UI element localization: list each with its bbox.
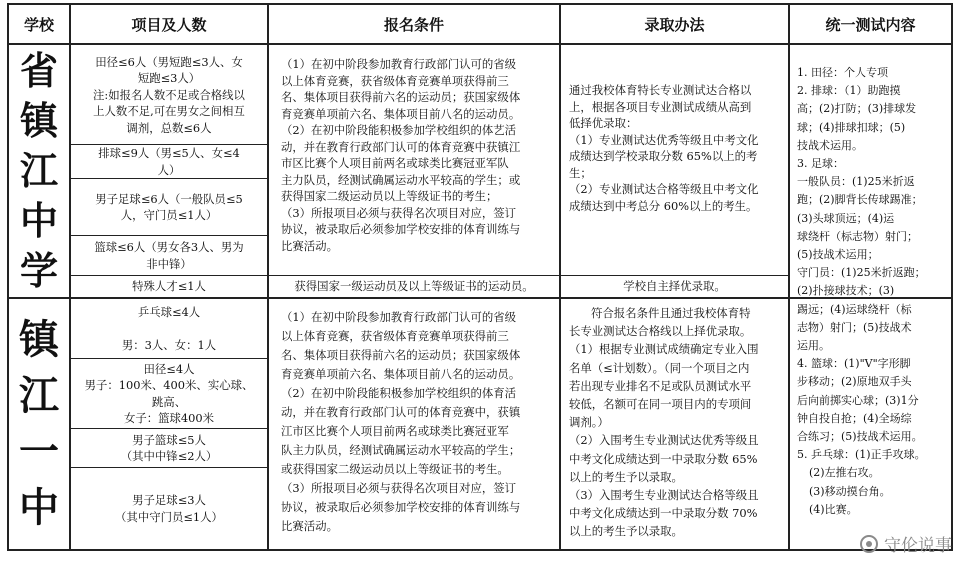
header-bottom-border <box>7 43 953 45</box>
project-line <box>167 320 171 337</box>
condition-line: 或获得国家二级运动员以上等级证书的考生。 <box>281 462 509 476</box>
condition-line: 比赛活动。 <box>281 238 338 253</box>
header-school: 学校 <box>23 15 54 34</box>
admission-school2 <box>561 302 788 548</box>
header-tests: 统一测试内容 <box>825 15 916 34</box>
condition-line: 队主力队员，经测试确属运动水平较高的学生； <box>281 443 521 457</box>
admission-line: 较低，名额可在同一项目内的专项间 <box>569 397 752 412</box>
condition-line: 以上体育竞赛，获省级体育竞赛单项获得前三 <box>281 73 509 88</box>
condition-line: 协议，被录取后必须参加学校安排的体育训练与 <box>281 222 521 236</box>
test-line: 后向前掷实心球；(3)1分 <box>797 393 919 407</box>
school-char: 学 <box>19 249 58 293</box>
admission-line: 成绩达到中考总分 60%以上的考生。 <box>569 198 758 213</box>
project-line: （其中中锋≤2人） <box>120 449 218 463</box>
admission-line: 若出现专业排名不足或队员测试水平 <box>569 378 752 393</box>
condition-line: 协议，被录取后必须参加学校安排的体育训练与 <box>281 500 521 514</box>
test-line: 1. 田径：个人专项 <box>797 66 888 79</box>
school-name-zhenjiang-provincial <box>9 45 69 297</box>
test-line: 球；(4)排球扣球；(5) <box>797 120 906 134</box>
condition-line: 主力队员，经测试确属运动水平较高的学生；或 <box>281 172 521 187</box>
admission-line: （1）专业测试达优秀等级且中考文化 <box>569 132 759 147</box>
condition-line: （2）在初中阶段能积极参加学校组织的体育活 <box>281 386 517 400</box>
project-line: 非中锋） <box>146 256 192 271</box>
school-char: 江 <box>19 149 58 193</box>
condition-line: 育竞赛单项前六名、集体项目前八名的运动员。 <box>281 106 521 121</box>
wechat-icon <box>860 535 878 553</box>
school-char: 中 <box>19 485 59 531</box>
project-line: 田径≤6人（男短跑≤3人、女 <box>95 54 243 69</box>
project-line: 男子：100米、400米、实心球、 <box>84 378 254 392</box>
project-football <box>71 179 267 235</box>
condition-line: 名、集体项目获得前六名的运动员；获国家级体 <box>281 90 521 104</box>
project-athletics-2 <box>71 359 267 428</box>
project-football-2 <box>71 468 267 549</box>
condition-line: 江市区比赛个人项目前两名或球类比赛冠亚军 <box>281 424 509 438</box>
condition-line: 获得国家二级运动员以上等级证书的考生； <box>281 189 498 203</box>
project-line: 跳高、 <box>151 394 187 409</box>
test-line: (3)头球顶远；(4)运 <box>797 211 895 225</box>
project-line: 上人数不足,可在男女之间相互 <box>93 104 245 119</box>
test-line: 合练习；(5)技战术运用。 <box>797 430 923 444</box>
table-bottom-border <box>7 549 953 551</box>
school-char: 江 <box>19 373 59 419</box>
school-char: 镇 <box>19 317 59 363</box>
condition-line: （3）所报项目必须与获得名次项目对应，签订 <box>281 481 517 495</box>
condition-line: （3）所报项目必须与获得名次项目对应，签订 <box>281 205 517 220</box>
condition-line: （1）在初中阶段参加教育行政部门认可的省级 <box>281 57 517 71</box>
test-line: 4. 篮球：(1)"V"字形脚 <box>797 357 911 371</box>
conditions-school1 <box>269 54 559 274</box>
admission-line: （3）入围考生专业测试达合格等级且 <box>569 488 759 503</box>
test-line: 球绕杆（标志物）射门； <box>797 229 918 243</box>
admission-line: 中考文化成绩达到一中录取分数 65% <box>569 451 758 466</box>
admission-line: 调剂。） <box>569 415 609 430</box>
test-line: 技战术运用。 <box>797 138 863 152</box>
project-line: 男子篮球≤5人 <box>132 432 206 447</box>
test-line: 守门员：(1)25米折返跑； <box>797 266 926 280</box>
admission-line: （2）入围考生专业测试达优秀等级且 <box>569 433 759 448</box>
header-admission: 录取办法 <box>644 15 705 34</box>
test-line: 3. 足球： <box>797 157 844 171</box>
condition-line: 名、集体项目获得前六名的运动员；获国家级体 <box>281 348 521 362</box>
test-line: 志物）射门；(5)技战术 <box>797 320 912 334</box>
project-table-tennis <box>71 299 267 358</box>
test-line: 运用。 <box>797 339 830 353</box>
school-name-zhenjiang-no1 <box>9 299 69 549</box>
project-line: 注:如报名人数不足或合格线以 <box>93 87 245 102</box>
admission-line: 成绩达到学校录取分数 65%以上的考 <box>569 149 758 163</box>
project-basketball <box>71 236 267 275</box>
condition-line: 育竞赛单项前六名、集体项目前八名的运动员。 <box>281 367 521 381</box>
project-line: 人，守门员≤1人） <box>120 208 218 222</box>
school-char: 一 <box>19 429 59 475</box>
admission-line: 生； <box>569 165 592 180</box>
watermark <box>860 531 952 556</box>
test-line: 踢远；(4)运球绕杆（标 <box>797 302 912 316</box>
test-line: 钟自投自抢；(4)全场综 <box>797 411 912 425</box>
watermark-text: 守伦说事 <box>884 536 952 556</box>
project-line: 男子足球≤6人（一般队员≤5 <box>95 191 243 206</box>
test-line: (3)移动摸台角。 <box>809 484 891 498</box>
project-line: 人） <box>157 162 181 177</box>
school-char: 省 <box>19 49 58 93</box>
test-line: (5)技战术运用； <box>797 248 879 262</box>
school-char: 中 <box>19 199 58 243</box>
admission-line: 长专业测试达合格线以上择优录取。 <box>569 324 752 339</box>
project-line: 调剂，总数≤6人 <box>126 120 212 135</box>
project-special-talent: 特殊人才≤1人 <box>132 279 206 294</box>
project-line: 男：3人、女：1人 <box>121 337 217 352</box>
admission-special-school1: 学校自主择优录取。 <box>623 279 726 294</box>
test-line: 高；(2)打防；(3)排球发 <box>797 102 917 116</box>
test-line: (2)左推右攻。 <box>809 466 880 480</box>
condition-line: （1）在初中阶段参加教育行政部门认可的省级 <box>281 310 517 324</box>
test-line: 2. 排球：（1）助跑摸 <box>797 84 901 98</box>
condition-line: 以上体育竞赛，获省级体育竞赛单项获得前三 <box>281 329 509 343</box>
project-line: 篮球≤6人（男女各3人、男为 <box>94 240 244 254</box>
admission-line: （2）专业测试达合格等级且中考文化 <box>569 182 759 196</box>
project-line: （其中守门员≤1人） <box>115 509 223 524</box>
project-line: 女子：篮球400米 <box>123 411 215 425</box>
test-line: 一般队员：(1)25米折返 <box>797 175 915 189</box>
test-line: 5. 乒乓球：(1)正手攻球。 <box>797 448 926 462</box>
condition-special-school1: 获得国家一级运动员及以上等级证书的运动员。 <box>294 279 534 294</box>
admission-line: 名单（≤计划数）。（同一个项目之内 <box>569 360 750 375</box>
project-volleyball <box>71 145 267 178</box>
project-line: 田径≤4人 <box>143 361 195 376</box>
admission-line: 中考文化成绩达到一中录取分数 70% <box>569 506 758 521</box>
test-line: (4)比赛。 <box>809 502 858 516</box>
unified-test-content <box>790 62 951 522</box>
conditions-school2 <box>269 306 559 546</box>
condition-line: 动，并在教育行政部门认可的体育竞赛中获镇江 <box>281 139 521 154</box>
condition-line: 动，并在教育行政部门认可的体育竞赛中，获镇 <box>281 405 521 419</box>
project-line: 排球≤9人（男≤5人、女≤4 <box>98 146 240 160</box>
admission-line: 符合报名条件且通过我校体育特 <box>591 306 751 320</box>
project-athletics <box>71 46 267 144</box>
admission-line: 通过我校体育特长专业测试达合格以 <box>569 83 752 97</box>
col-border-5 <box>951 3 953 551</box>
admission-line: 以上的考生予以录取。 <box>569 469 683 484</box>
school-char: 镇 <box>19 99 58 143</box>
admission-line: 以上的考生予以录取。 <box>569 524 683 539</box>
admission-line: （1）根据专业测试成绩确定专业入围 <box>569 342 759 357</box>
admission-line: 低择优录取： <box>569 116 638 130</box>
admission-school1 <box>561 80 788 255</box>
header-conditions: 报名条件 <box>383 15 444 34</box>
project-line: 男子足球≤3人 <box>132 493 206 507</box>
header-projects: 项目及人数 <box>131 15 207 34</box>
test-line: 步移动；(2)原地双手头 <box>797 375 912 389</box>
test-line: (2)扑接球技术；(3) <box>797 284 895 298</box>
project-line: 乒乓球≤4人 <box>137 304 201 319</box>
condition-line: 比赛活动。 <box>281 519 338 533</box>
condition-line: 市区比赛个人项目前两名或球类比赛冠亚军队 <box>281 156 509 170</box>
project-basketball-2 <box>71 429 267 467</box>
condition-line: （2）在初中阶段能积极参加学校组织的体艺活 <box>281 123 517 137</box>
test-line: 跑；(2)脚背长传球踢准； <box>797 193 923 207</box>
project-line: 短跑≤3人） <box>137 71 201 86</box>
admission-line: 上，根据各项目专业测试成绩从高到 <box>569 99 752 114</box>
